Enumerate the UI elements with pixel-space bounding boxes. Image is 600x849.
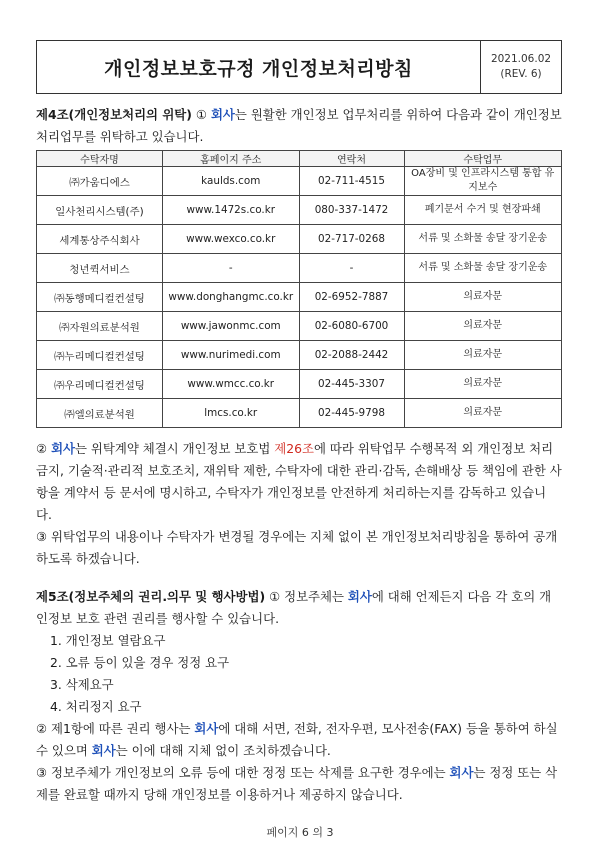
list-item: 2. 오류 등이 있을 경우 정정 요구 xyxy=(50,655,230,670)
cell-name: 일사천리시스템(주) xyxy=(37,196,163,225)
para2-num: ② xyxy=(36,441,48,456)
cell-contact: 080-337-1472 xyxy=(299,196,404,225)
article5-para2 xyxy=(36,718,562,762)
cell-homepage: www.nurimedi.com xyxy=(163,341,300,370)
article5-para3 xyxy=(36,762,562,806)
article5-intro xyxy=(36,586,562,630)
table-row xyxy=(37,283,562,312)
document-title: 개인정보보호규정 개인정보처리방침 xyxy=(37,41,481,93)
cell-homepage: kaulds.com xyxy=(163,167,300,196)
document-header xyxy=(36,40,562,94)
revision-date: 2021.06.02 xyxy=(490,53,552,65)
consignee-table xyxy=(36,150,562,428)
cell-contact: - xyxy=(299,254,404,283)
table-row xyxy=(37,225,562,254)
cell-homepage: www.wmcc.co.kr xyxy=(163,370,300,399)
cell-task: 의료자문 xyxy=(404,370,562,399)
cell-task: OA장비 및 인프라시스템 통합 유지보수 xyxy=(404,167,562,196)
cell-contact: 02-711-4515 xyxy=(299,167,404,196)
p3-text-b: 는 정정 또는 삭제를 완료할 때까지 당해 개인정보를 이용하거나 제공하지 않습니다. xyxy=(36,765,558,802)
table-header-row xyxy=(37,151,562,167)
cell-task: 서류 및 소화물 송달 장기운송 xyxy=(404,254,562,283)
cell-task: 의료자문 xyxy=(404,283,562,312)
table-row xyxy=(37,370,562,399)
cell-name: ㈜우리메디컬컨설팅 xyxy=(37,370,163,399)
company-highlight: 회사 xyxy=(194,721,219,736)
cell-contact: 02-445-3307 xyxy=(299,370,404,399)
cell-name: ㈜누리메디컬컨설팅 xyxy=(37,341,163,370)
cell-name: ㈜동행메디컬컨설팅 xyxy=(37,283,163,312)
cell-name: ㈜엘의료분석원 xyxy=(37,399,163,428)
page-number: 페이지 6 의 3 xyxy=(266,826,334,839)
cell-contact: 02-6080-6700 xyxy=(299,312,404,341)
col-header-name: 수탁자명 xyxy=(37,151,163,167)
table-row xyxy=(37,167,562,196)
cell-task: 의료자문 xyxy=(404,399,562,428)
cell-task: 폐기문서 수거 및 현장파쇄 xyxy=(404,196,562,225)
cell-contact: 02-445-9798 xyxy=(299,399,404,428)
company-highlight: 회사 xyxy=(210,107,235,122)
cell-task: 의료자문 xyxy=(404,341,562,370)
list-item: 3. 삭제요구 xyxy=(50,677,114,692)
revision-number: (REV. 6) xyxy=(500,68,542,80)
cell-name: ㈜가움디에스 xyxy=(37,167,163,196)
article4-para2 xyxy=(36,438,562,526)
table-row xyxy=(37,341,562,370)
cell-homepage: www.jawonmc.com xyxy=(163,312,300,341)
cell-homepage: lmcs.co.kr xyxy=(163,399,300,428)
cell-contact: 02-2088-2442 xyxy=(299,341,404,370)
table-row xyxy=(37,312,562,341)
company-highlight: 회사 xyxy=(91,743,116,758)
para2-text-b: 에 따라 위탁업무 수행목적 외 개인정보 처리금지, 기술적·관리적 보호조치, 재위탁 제한, 수탁자에 대한 관리·감독, 손해배상 등 책임에 관한 사항을 계약서 등 문서에 명시하고, 수탁자가 개인정보를 안전하게 처리하는지를 감독하고 있습니다. xyxy=(36,441,562,522)
company-highlight: 회사 xyxy=(347,589,372,604)
cell-task: 서류 및 소화물 송달 장기운송 xyxy=(404,225,562,254)
cell-contact: 02-717-0268 xyxy=(299,225,404,254)
p2-text-b: 에 대해 서면, 전화, 전자우편, 모사전송(FAX) 등을 통하여 하실 수 있으며 xyxy=(36,721,558,758)
cell-contact: 02-6952-7887 xyxy=(299,283,404,312)
company-highlight: 회사 xyxy=(449,765,474,780)
article5-title: 제5조(정보주체의 권리.의무 및 행사방법) xyxy=(36,589,266,604)
list-item: 4. 처리정지 요구 xyxy=(50,699,142,714)
cell-name: 세계통상주식회사 xyxy=(37,225,163,254)
para2-text-a: 는 위탁계약 체결시 개인정보 보호법 xyxy=(75,441,275,456)
article4-intro-text: 는 원활한 개인정보 업무처리를 위하여 다음과 같이 개인정보 처리업무를 위탁하고 있습니다. xyxy=(36,107,562,144)
article4-title: 제4조(개인정보처리의 위탁) xyxy=(36,107,192,122)
article5-intro-a: ① 정보주체는 xyxy=(269,589,348,604)
cell-homepage: - xyxy=(163,254,300,283)
cell-name: 청년퀵서비스 xyxy=(37,254,163,283)
cell-name: ㈜자원의료분석원 xyxy=(37,312,163,341)
article4-para3: ③ 위탁업무의 내용이나 수탁자가 변경될 경우에는 지체 없이 본 개인정보처리방침을 통하여 공개하도록 하겠습니다. xyxy=(36,529,558,566)
table-row xyxy=(37,196,562,225)
article5-intro-b: 에 대해 언제든지 다음 각 호의 개인정보 보호 관련 권리를 행사할 수 있습니다. xyxy=(36,589,552,626)
cell-homepage: www.wexco.co.kr xyxy=(163,225,300,254)
article4-num1: ① xyxy=(195,107,207,122)
list-item: 1. 개인정보 열람요구 xyxy=(50,633,166,648)
article4-intro xyxy=(36,104,562,148)
table-row xyxy=(37,399,562,428)
rights-list xyxy=(50,630,229,718)
table-row xyxy=(37,254,562,283)
col-header-task: 수탁업무 xyxy=(404,151,562,167)
law-reference: 제26조 xyxy=(274,441,314,456)
p2-text-a: ② 제1항에 따른 권리 행사는 xyxy=(36,721,195,736)
col-header-contact: 연락처 xyxy=(299,151,404,167)
revision-box xyxy=(481,41,561,93)
cell-homepage: www.1472s.co.kr xyxy=(163,196,300,225)
col-header-homepage: 홈페이지 주소 xyxy=(163,151,300,167)
cell-task: 의료자문 xyxy=(404,312,562,341)
cell-homepage: www.donghangmc.co.kr xyxy=(163,283,300,312)
company-highlight: 회사 xyxy=(51,441,76,456)
p2-text-c: 는 이에 대해 지체 없이 조치하겠습니다. xyxy=(115,743,331,758)
p3-text-a: ③ 정보주체가 개인정보의 오류 등에 대한 정정 또는 삭제를 요구한 경우에는 xyxy=(36,765,450,780)
